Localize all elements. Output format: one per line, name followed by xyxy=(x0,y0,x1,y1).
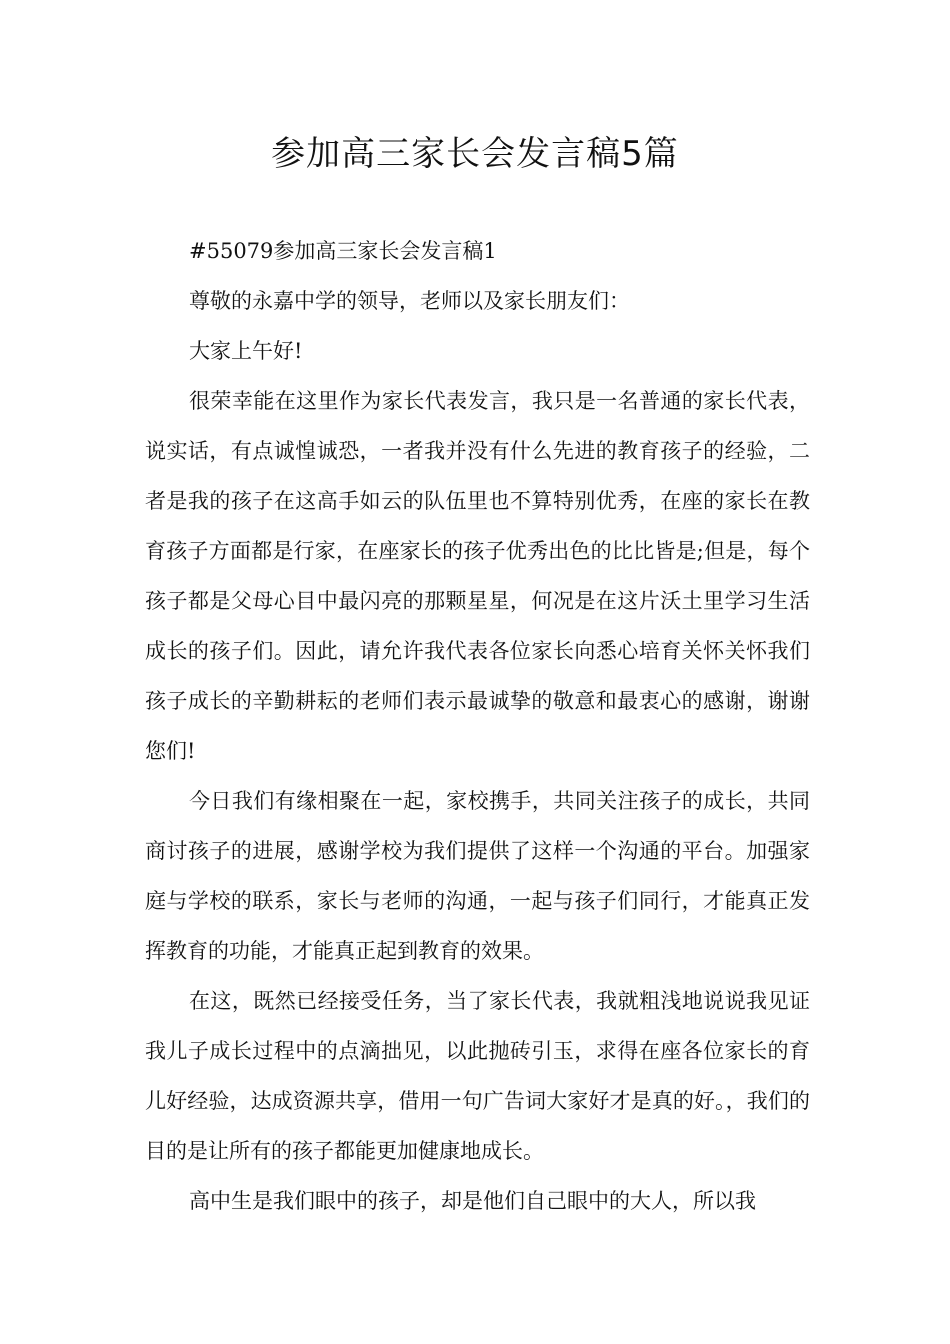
paragraph-heading: #55079参加高三家长会发言稿1 xyxy=(189,239,497,263)
document-body xyxy=(145,226,810,1226)
paragraph-body: 高中生是我们眼中的孩子，却是他们自己眼中的大人，所以我 xyxy=(189,1189,756,1213)
paragraph-salutation: 尊敬的永嘉中学的领导，老师以及家长朋友们： xyxy=(189,289,630,313)
paragraph-body: 在这，既然已经接受任务，当了家长代表，我就粗浅地说说我见证我儿子成长过程中的点滴拙见，以此抛砖引玉，求得在座各位家长的育儿好经验，达成资源共享，借用一句广告词大家好才是真的好。，我们的目的是让所有的孩子都能更加健康地成长。 xyxy=(145,989,810,1163)
paragraph-body: 今日我们有缘相聚在一起，家校携手，共同关注孩子的成长，共同商讨孩子的进展，感谢学校为我们提供了这样一个沟通的平台。加强家庭与学校的联系，家长与老师的沟通，一起与孩子们同行，才能真正发挥教育的功能，才能真正起到教育的效果。 xyxy=(145,789,810,963)
paragraph-greeting: 大家上午好! xyxy=(189,339,303,363)
document-title: 参加高三家长会发言稿5篇 xyxy=(271,134,679,174)
paragraph-body: 很荣幸能在这里作为家长代表发言，我只是一名普通的家长代表，说实话，有点诚惶诚恐，一者我并没有什么先进的教育孩子的经验，二者是我的孩子在这高手如云的队伍里也不算特别优秀，在座的家长在教育孩子方面都是行家，在座家长的孩子优秀出色的比比皆是;但是，每个孩子都是父母心目中最闪亮的那颗星星，何况是在这片沃土里学习生活成长的孩子们。因此，请允许我代表各位家长向悉心培育关怀关怀我们孩子成长的辛勤耕耘的老师们表示最诚挚的敬意和最衷心的感谢，谢谢您们! xyxy=(145,389,810,763)
